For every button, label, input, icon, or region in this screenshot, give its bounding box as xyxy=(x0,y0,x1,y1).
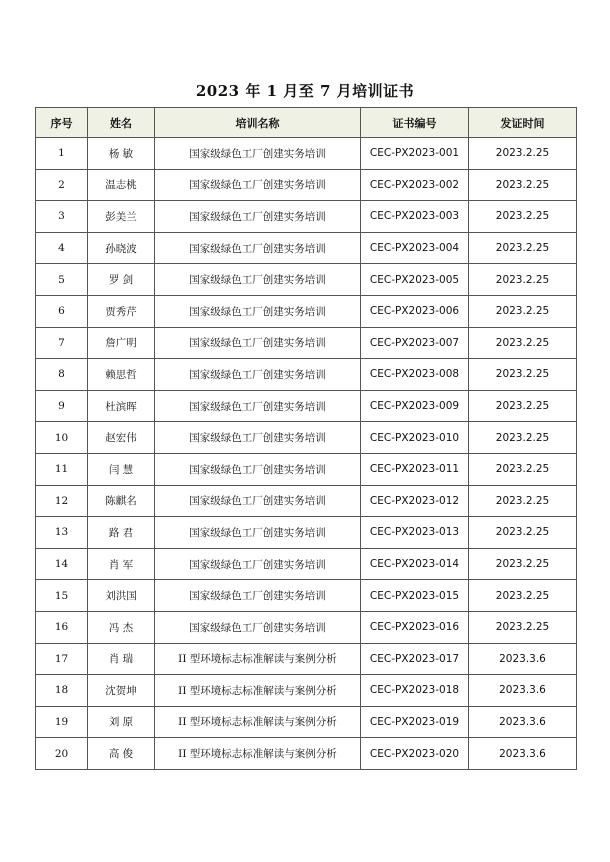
row-number-cell: 4 xyxy=(36,232,88,264)
row-number-cell: 16 xyxy=(36,611,88,643)
cert-number-cell: CEC-PX2023-019 xyxy=(361,706,469,738)
row-number-cell: 1 xyxy=(36,138,88,170)
row-number-cell: 9 xyxy=(36,390,88,422)
column-header-name: 姓名 xyxy=(88,108,155,138)
issue-date-cell: 2023.3.6 xyxy=(469,706,577,738)
cert-number-cell: CEC-PX2023-020 xyxy=(361,738,469,770)
row-number-cell: 11 xyxy=(36,453,88,485)
row-number-cell: 17 xyxy=(36,643,88,675)
issue-date-cell: 2023.2.25 xyxy=(469,517,577,549)
issue-date-cell: 2023.2.25 xyxy=(469,390,577,422)
table-row xyxy=(36,390,577,422)
name-cell: 彭美兰 xyxy=(88,201,155,233)
table-row xyxy=(36,706,577,738)
course-cell: 国家级绿色工厂创建实务培训 xyxy=(155,548,361,580)
cert-number-cell: CEC-PX2023-014 xyxy=(361,548,469,580)
course-cell: 国家级绿色工厂创建实务培训 xyxy=(155,611,361,643)
name-cell: 詹广明 xyxy=(88,327,155,359)
row-number-cell: 18 xyxy=(36,675,88,707)
issue-date-cell: 2023.2.25 xyxy=(469,359,577,391)
name-cell: 陈麒名 xyxy=(88,485,155,517)
table-row xyxy=(36,169,577,201)
course-cell: 国家级绿色工厂创建实务培训 xyxy=(155,580,361,612)
row-number-cell: 8 xyxy=(36,359,88,391)
course-cell: 国家级绿色工厂创建实务培训 xyxy=(155,453,361,485)
column-header-course: 培训名称 xyxy=(155,108,361,138)
cert-number-cell: CEC-PX2023-010 xyxy=(361,422,469,454)
issue-date-cell: 2023.2.25 xyxy=(469,295,577,327)
issue-date-cell: 2023.3.6 xyxy=(469,738,577,770)
name-cell: 高 俊 xyxy=(88,738,155,770)
table-row xyxy=(36,201,577,233)
row-number-cell: 12 xyxy=(36,485,88,517)
row-number-cell: 7 xyxy=(36,327,88,359)
course-cell: 国家级绿色工厂创建实务培训 xyxy=(155,517,361,549)
cert-number-cell: CEC-PX2023-007 xyxy=(361,327,469,359)
course-cell: II 型环境标志标准解读与案例分析 xyxy=(155,643,361,675)
issue-date-cell: 2023.2.25 xyxy=(469,611,577,643)
column-header-no: 序号 xyxy=(36,108,88,138)
row-number-cell: 6 xyxy=(36,295,88,327)
course-cell: II 型环境标志标准解读与案例分析 xyxy=(155,706,361,738)
name-cell: 肖 军 xyxy=(88,548,155,580)
issue-date-cell: 2023.2.25 xyxy=(469,201,577,233)
table-row xyxy=(36,232,577,264)
cert-number-cell: CEC-PX2023-001 xyxy=(361,138,469,170)
certificate-table xyxy=(35,107,577,770)
row-number-cell: 20 xyxy=(36,738,88,770)
row-number-cell: 19 xyxy=(36,706,88,738)
table-row xyxy=(36,548,577,580)
table-header-row xyxy=(36,108,577,138)
course-cell: 国家级绿色工厂创建实务培训 xyxy=(155,201,361,233)
row-number-cell: 3 xyxy=(36,201,88,233)
cert-number-cell: CEC-PX2023-004 xyxy=(361,232,469,264)
issue-date-cell: 2023.2.25 xyxy=(469,580,577,612)
name-cell: 刘 原 xyxy=(88,706,155,738)
cert-number-cell: CEC-PX2023-013 xyxy=(361,517,469,549)
cert-number-cell: CEC-PX2023-006 xyxy=(361,295,469,327)
table-row xyxy=(36,264,577,296)
cert-number-cell: CEC-PX2023-009 xyxy=(361,390,469,422)
course-cell: 国家级绿色工厂创建实务培训 xyxy=(155,327,361,359)
row-number-cell: 2 xyxy=(36,169,88,201)
table-row xyxy=(36,485,577,517)
table-row xyxy=(36,611,577,643)
cert-number-cell: CEC-PX2023-011 xyxy=(361,453,469,485)
course-cell: 国家级绿色工厂创建实务培训 xyxy=(155,232,361,264)
name-cell: 路 君 xyxy=(88,517,155,549)
cert-number-cell: CEC-PX2023-012 xyxy=(361,485,469,517)
table-row xyxy=(36,453,577,485)
course-cell: 国家级绿色工厂创建实务培训 xyxy=(155,138,361,170)
course-cell: 国家级绿色工厂创建实务培训 xyxy=(155,359,361,391)
table-row xyxy=(36,643,577,675)
cert-number-cell: CEC-PX2023-016 xyxy=(361,611,469,643)
table-row xyxy=(36,517,577,549)
issue-date-cell: 2023.3.6 xyxy=(469,643,577,675)
course-cell: 国家级绿色工厂创建实务培训 xyxy=(155,264,361,296)
table-row xyxy=(36,422,577,454)
name-cell: 孙晓波 xyxy=(88,232,155,264)
issue-date-cell: 2023.2.25 xyxy=(469,548,577,580)
name-cell: 杨 敏 xyxy=(88,138,155,170)
row-number-cell: 15 xyxy=(36,580,88,612)
row-number-cell: 5 xyxy=(36,264,88,296)
issue-date-cell: 2023.2.25 xyxy=(469,453,577,485)
course-cell: 国家级绿色工厂创建实务培训 xyxy=(155,295,361,327)
name-cell: 沈贺坤 xyxy=(88,675,155,707)
course-cell: 国家级绿色工厂创建实务培训 xyxy=(155,390,361,422)
name-cell: 闫 慧 xyxy=(88,453,155,485)
page-title: 2023 年 1 月至 7 月培训证书 xyxy=(195,82,415,100)
table-row xyxy=(36,327,577,359)
table-row xyxy=(36,580,577,612)
table-row xyxy=(36,138,577,170)
name-cell: 杜滨晖 xyxy=(88,390,155,422)
column-header-issue-date: 发证时间 xyxy=(469,108,577,138)
cert-number-cell: CEC-PX2023-008 xyxy=(361,359,469,391)
issue-date-cell: 2023.2.25 xyxy=(469,169,577,201)
issue-date-cell: 2023.2.25 xyxy=(469,138,577,170)
name-cell: 贾秀芹 xyxy=(88,295,155,327)
name-cell: 肖 瑞 xyxy=(88,643,155,675)
cert-number-cell: CEC-PX2023-015 xyxy=(361,580,469,612)
course-cell: 国家级绿色工厂创建实务培训 xyxy=(155,422,361,454)
row-number-cell: 14 xyxy=(36,548,88,580)
cert-number-cell: CEC-PX2023-003 xyxy=(361,201,469,233)
issue-date-cell: 2023.2.25 xyxy=(469,485,577,517)
name-cell: 温志桃 xyxy=(88,169,155,201)
issue-date-cell: 2023.2.25 xyxy=(469,232,577,264)
name-cell: 赵宏伟 xyxy=(88,422,155,454)
name-cell: 赖思哲 xyxy=(88,359,155,391)
course-cell: 国家级绿色工厂创建实务培训 xyxy=(155,485,361,517)
issue-date-cell: 2023.2.25 xyxy=(469,264,577,296)
table-row xyxy=(36,359,577,391)
cert-number-cell: CEC-PX2023-018 xyxy=(361,675,469,707)
course-cell: II 型环境标志标准解读与案例分析 xyxy=(155,675,361,707)
cert-number-cell: CEC-PX2023-002 xyxy=(361,169,469,201)
row-number-cell: 13 xyxy=(36,517,88,549)
table-row xyxy=(36,295,577,327)
name-cell: 刘洪国 xyxy=(88,580,155,612)
table-row xyxy=(36,675,577,707)
course-cell: 国家级绿色工厂创建实务培训 xyxy=(155,169,361,201)
cert-number-cell: CEC-PX2023-005 xyxy=(361,264,469,296)
name-cell: 罗 剑 xyxy=(88,264,155,296)
column-header-cert-number: 证书编号 xyxy=(361,108,469,138)
row-number-cell: 10 xyxy=(36,422,88,454)
issue-date-cell: 2023.2.25 xyxy=(469,422,577,454)
issue-date-cell: 2023.2.25 xyxy=(469,327,577,359)
name-cell: 冯 杰 xyxy=(88,611,155,643)
cert-number-cell: CEC-PX2023-017 xyxy=(361,643,469,675)
table-row xyxy=(36,738,577,770)
course-cell: II 型环境标志标准解读与案例分析 xyxy=(155,738,361,770)
issue-date-cell: 2023.3.6 xyxy=(469,675,577,707)
